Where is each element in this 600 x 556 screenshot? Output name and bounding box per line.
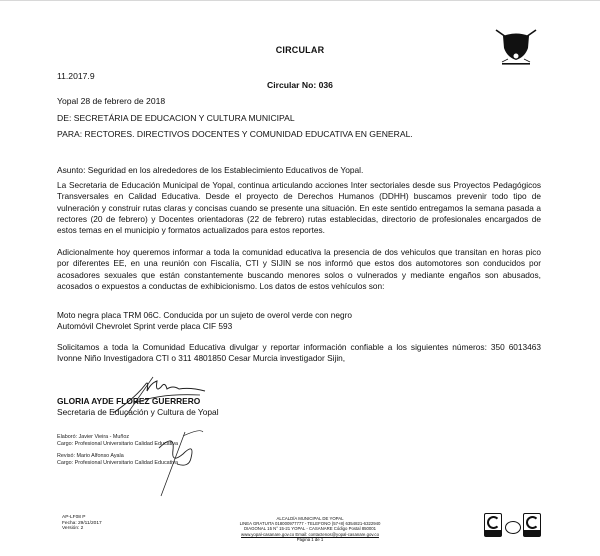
- initials-signature-icon: [155, 428, 205, 498]
- iqnet-mark-icon: [505, 521, 521, 534]
- footer-phone: LINEA GRATUITA 018000977777 - TELEFONO (57+8) 6354821-6322940: [239, 521, 381, 527]
- reference-code: 11.2017.9: [57, 71, 95, 81]
- vehicle-item: Automóvil Chevrolet Sprint verde placa CIF 593: [57, 321, 233, 331]
- to-line: PARA: RECTORES. DIRECTIVOS DOCENTES Y COMUNIDAD EDUCATIVA EN GENERAL.: [57, 129, 413, 139]
- subject-line: Asunto: Seguridad en los alrededores de los Establecimiento Educativos de Yopal.: [57, 165, 364, 175]
- quality-cert-mark-icon: [484, 513, 502, 537]
- signatory-name: GLORIA AYDE FLOREZ GUERRERO: [57, 396, 201, 406]
- footer-org: ALCALDÍA MUNICIPAL DE YOPAL: [276, 516, 344, 521]
- date-line: Yopal 28 de febrero de 2018: [57, 96, 166, 106]
- page-top-border: [0, 0, 600, 1]
- reviewed-by: Revisó: Mario Alfonso Ayala: [57, 453, 124, 459]
- footer-web-email-link[interactable]: www.yopal-casanare.gov.co Email: contactenos@yopal-casanare.gov.co: [241, 531, 379, 537]
- document-title: CIRCULAR: [275, 45, 325, 55]
- footer-document-code: [62, 515, 102, 532]
- footer-page-number: Página 1 de 1: [296, 536, 324, 542]
- body-paragraph: Adicionalmente hoy queremos informar a toda la comunidad educativa la presencia de dos vehiculos que transitan en horas pico por diferentes EE, en una reunión con Fiscalía, CTI y SIJIN se nos informó que estos dos automotores son conducidos por acosadores sexuales que están constantemente buscando menores solos o vulnerados y mediante engaños son abusados, acosados o expuestos a conductas de exhibicionismo. Los datos de estos vehículos son:: [57, 247, 541, 291]
- footer-version: Versión: 2: [62, 526, 84, 532]
- body-paragraph: Solicitamos a toda la Comunidad Educativa divulgar y reportar información confiable a los siguientes números: 350 6013463 Ivonne Niño Investigadora CTI o 311 4801850 Cesar Murcia investigador Sijin,: [57, 342, 541, 364]
- quality-cert-mark-icon: [523, 513, 541, 537]
- vehicle-item: Moto negra placa TRM 06C. Conducida por un sujeto de overol verde con negro: [57, 310, 353, 320]
- prepared-by-role: Cargo: Profesional Universitario Calidad Educativa: [57, 441, 179, 447]
- reviewed-by-role: Cargo: Profesional Universitario Calidad Educativa: [57, 460, 179, 466]
- signatory-role: Secretaria de Educación y Cultura de Yopal: [57, 407, 219, 417]
- municipal-shield-logo-icon: [494, 26, 538, 66]
- from-line: DE: SECRETÁRIA DE EDUCACION Y CULTURA MUNICIPAL: [57, 113, 295, 123]
- body-paragraph: La Secretaria de Educación Municipal de Yopal, continua articulando acciones Inter sectoriales desde sus Proyectos Pedagógicos Transversales en Calidad Educativa. Desde el proyecto de Derechos Humanos (DDHH) buscamos prevenir todo tipo de vulneración y construir rutas claras y concisas cuando se presente una situación. En este sentido entregamos la semana pasada a rectores (20 de febrero) y Docentes orientadoras (22 de febrero) rutas establecidas, directorio de profesionales encargados de estos temas en el municipio y formatos actualizados para estos reportes.: [57, 180, 541, 236]
- prepared-by: Elaboró: Javier Vieira - Muñoz: [57, 434, 130, 440]
- footer-contact-info: [200, 516, 420, 542]
- footer-address: DIAGONAL 15 N° 15-21 YOPAL - CASANARE Código Postal 850001: [243, 526, 377, 532]
- footer-date: Fecha: 29/11/2017: [62, 520, 102, 526]
- certification-marks: [484, 513, 544, 539]
- footer-code: AP-LF08 P: [62, 515, 86, 520]
- circular-number: Circular No: 036: [267, 80, 333, 90]
